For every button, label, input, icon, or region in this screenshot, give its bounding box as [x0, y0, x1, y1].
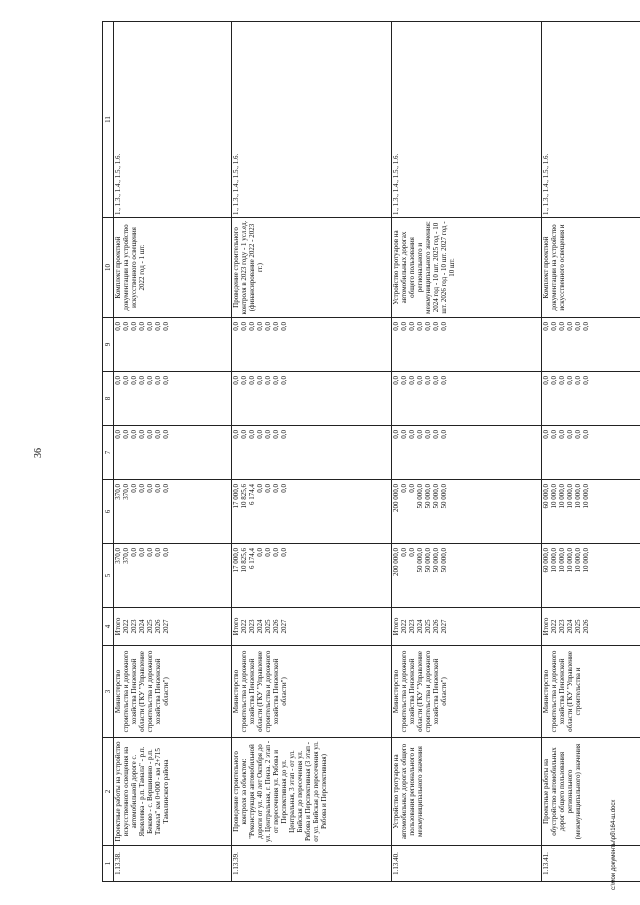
executor: Министерство строительства и дорожного хозяйства Пензенской области (ГКУ "Управление строительства и дорожного хозяйства Пензенской области") [114, 646, 232, 738]
regional-budget-value: 370,0 [122, 484, 130, 500]
other-sources-value: 0,0 [256, 322, 264, 331]
regional-budget-value: 60 000,0 [542, 484, 550, 509]
regional-budget-value: 50 000,0 [440, 484, 448, 509]
indicator-refs: 1., 1.3., 1.4., 1.5., 1.6. [542, 22, 640, 218]
regional-budget-value: 0,0 [400, 484, 408, 493]
federal-budget-value: 0,0 [122, 430, 130, 439]
executor: Министерство строительства и дорожного хозяйства Пензенской области (ГКУ "Управление строительства и дорожного хозяйства Пензенской области") [232, 646, 392, 738]
indicator-refs: 1., 1.3., 1.4., 1.5., 1.6. [232, 22, 392, 218]
other-sources-value: 0,0 [582, 322, 590, 331]
local-budget-value: 0,0 [566, 376, 574, 385]
federal-budget-value: 0,0 [440, 430, 448, 439]
year-list-value: 2022 [122, 619, 130, 634]
other-sources-value: 0,0 [138, 322, 146, 331]
local-budget [542, 372, 640, 426]
total-funding [114, 544, 232, 608]
header-cell: 1 [103, 846, 114, 882]
federal-budget-value: 0,0 [392, 430, 400, 439]
local-budget-value: 0,0 [272, 376, 280, 385]
local-budget-value: 0,0 [542, 376, 550, 385]
federal-budget-value: 0,0 [138, 430, 146, 439]
year-list-value: 2024 [256, 619, 264, 634]
total-funding-value: 200 000,0 [392, 548, 400, 576]
total-funding-value: 50 000,0 [440, 548, 448, 573]
header-cell: 6 [103, 480, 114, 544]
other-sources-value: 0,0 [146, 322, 154, 331]
other-sources-value: 0,0 [122, 322, 130, 331]
total-funding-value: 0,0 [146, 548, 154, 557]
other-sources-value: 0,0 [424, 322, 432, 331]
regional-budget-value: 0,0 [256, 484, 264, 493]
federal-budget-value: 0,0 [582, 430, 590, 439]
year-list-value: 2027 [440, 619, 448, 634]
header-cell: 10 [103, 218, 114, 318]
other-sources-value: 0,0 [550, 322, 558, 331]
local-budget-value: 0,0 [240, 376, 248, 385]
other-sources-value: 0,0 [440, 322, 448, 331]
total-funding-value: 0,0 [154, 548, 162, 557]
column-number-row [103, 22, 114, 882]
year-list [232, 608, 392, 646]
header-cell: 2 [103, 738, 114, 846]
other-sources-value: 0,0 [574, 322, 582, 331]
total-funding-value: 0,0 [264, 548, 272, 557]
regional-budget-value: 0,0 [130, 484, 138, 493]
program-table [102, 21, 640, 882]
regional-budget-value: 10 000,0 [558, 484, 566, 509]
local-budget-value: 0,0 [440, 376, 448, 385]
regional-budget-value: 50 000,0 [416, 484, 424, 509]
federal-budget-value: 0,0 [162, 430, 170, 439]
regional-budget-value: 0,0 [162, 484, 170, 493]
regional-budget-value: 0,0 [154, 484, 162, 493]
other-sources-value: 0,0 [162, 322, 170, 331]
total-funding-value: 50 000,0 [416, 548, 424, 573]
total-funding-value: 0,0 [130, 548, 138, 557]
total-funding-value: 10 825,6 [240, 548, 248, 573]
total-funding [542, 544, 640, 608]
year-list-value: 2026 [432, 619, 440, 634]
federal-budget [232, 426, 392, 480]
local-budget-value: 0,0 [280, 376, 288, 385]
activity-name: Проведение строительного контроля за объектом: "Реконструкция автомобильной дороги от ул. 40 лет Октября до ул. Центральная, г. Пенза. 2 этап - от пересечения ул. Рябова и Перспективная до ул. Центральная, 3 этап - от ул. Бийская до пересечения ул. Рябова и Перспективная (3 этап - от ул. Бийская до пересечения ул. Рябова и Перспективная) [232, 738, 392, 846]
other-sources-value: 0,0 [272, 322, 280, 331]
local-budget-value: 0,0 [162, 376, 170, 385]
year-list-value: 2024 [416, 619, 424, 634]
executor: Министерство строительства и дорожного хозяйства Пензенской области (ГКУ "Управление строительства и дорожного хозяйства Пензенской области") [392, 646, 542, 738]
year-list-value: 2024 [566, 619, 574, 634]
regional-budget-value: 10 000,0 [566, 484, 574, 509]
federal-budget-value: 0,0 [542, 430, 550, 439]
federal-budget-value: 0,0 [154, 430, 162, 439]
local-budget-value: 0,0 [558, 376, 566, 385]
header-cell: 7 [103, 426, 114, 480]
other-sources [392, 318, 542, 372]
other-sources-value: 0,0 [392, 322, 400, 331]
other-sources [232, 318, 392, 372]
regional-budget-value: 0,0 [408, 484, 416, 493]
rotated-table-container [102, 22, 607, 882]
regional-budget-value: 50 000,0 [432, 484, 440, 509]
other-sources-value: 0,0 [114, 322, 122, 331]
federal-budget [392, 426, 542, 480]
local-budget-value: 0,0 [582, 376, 590, 385]
regional-budget-value: 0,0 [264, 484, 272, 493]
total-funding-value: 370,0 [122, 548, 130, 564]
local-budget-value: 0,0 [114, 376, 122, 385]
regional-budget-value: 6 174,4 [248, 484, 256, 505]
other-sources-value: 0,0 [240, 322, 248, 331]
regional-budget-value: 10 825,6 [240, 484, 248, 509]
federal-budget-value: 0,0 [272, 430, 280, 439]
footer-file-path: c:\мои документы\рб\164-ш.docx [611, 799, 617, 890]
federal-budget-value: 0,0 [114, 430, 122, 439]
year-list-value: 2022 [400, 619, 408, 634]
federal-budget-value: 0,0 [280, 430, 288, 439]
year-list-value: 2027 [162, 619, 170, 634]
local-budget-value: 0,0 [424, 376, 432, 385]
other-sources-value: 0,0 [558, 322, 566, 331]
row-number: 1.13.38. [114, 846, 232, 882]
federal-budget-value: 0,0 [232, 430, 240, 439]
year-list [114, 608, 232, 646]
expected-result: Комплект проектной документации на устройство искусственного освещения и [542, 218, 640, 318]
other-sources-value: 0,0 [416, 322, 424, 331]
regional-budget [392, 480, 542, 544]
federal-budget-value: 0,0 [566, 430, 574, 439]
total-funding-value: 6 174,4 [248, 548, 256, 569]
year-list-value: 2023 [558, 619, 566, 634]
local-budget-value: 0,0 [550, 376, 558, 385]
total-funding-value: 0,0 [408, 548, 416, 557]
year-list-value: 2026 [272, 619, 280, 634]
regional-budget-value: 0,0 [138, 484, 146, 493]
year-list-value: 2024 [138, 619, 146, 634]
local-budget-value: 0,0 [256, 376, 264, 385]
year-list-value: 2022 [240, 619, 248, 634]
federal-budget-value: 0,0 [550, 430, 558, 439]
local-budget [392, 372, 542, 426]
total-funding-value: 0,0 [272, 548, 280, 557]
local-budget [114, 372, 232, 426]
local-budget-value: 0,0 [432, 376, 440, 385]
activity-name: Устройство тротуаров на автомобильных дорогах общего пользования регионального и межмуниципального значения [392, 738, 542, 846]
header-cell: 5 [103, 544, 114, 608]
activity-name: Проектные работы на устройство искусственного освещения на автомобильной дороге с. Яковлевка - р.п. Тамала" - р.п. Беково - с. Вершинино - р.п. Тамала" км 0+000 - км 2+715 Тамалинского района [114, 738, 232, 846]
other-sources-value: 0,0 [248, 322, 256, 331]
local-budget-value: 0,0 [130, 376, 138, 385]
total-funding [392, 544, 542, 608]
expected-result: Проведение строительного контроля в 2023 году - 1 усл.ед. (финансирование 2022 - 2023 гг.) [232, 218, 392, 318]
local-budget-value: 0,0 [154, 376, 162, 385]
federal-budget-value: 0,0 [416, 430, 424, 439]
federal-budget [542, 426, 640, 480]
year-list [542, 608, 640, 646]
regional-budget-value: 370,0 [114, 484, 122, 500]
row-number: 1.13.41. [542, 846, 640, 882]
total-funding-value: 10 000,0 [566, 548, 574, 573]
total-funding-value: 0,0 [138, 548, 146, 557]
year-list-value: 2025 [146, 619, 154, 634]
total-funding-value: 0,0 [280, 548, 288, 557]
federal-budget-value: 0,0 [432, 430, 440, 439]
year-list-value: 2026 [154, 619, 162, 634]
federal-budget-value: 0,0 [424, 430, 432, 439]
indicator-refs: 1., 1.3., 1.4., 1.5., 1.6. [114, 22, 232, 218]
activity-name: Проектные работы на обустройство автомобильных дорог общего пользования регионального (межмуниципального) значения [542, 738, 640, 846]
year-list-value: 2025 [424, 619, 432, 634]
total-funding-value: 0,0 [256, 548, 264, 557]
local-budget-value: 0,0 [146, 376, 154, 385]
regional-budget-value: 0,0 [280, 484, 288, 493]
other-sources-value: 0,0 [130, 322, 138, 331]
regional-budget-value: 10 000,0 [550, 484, 558, 509]
year-list-value: Итого [232, 617, 240, 636]
total-funding-value: 50 000,0 [432, 548, 440, 573]
local-budget-value: 0,0 [248, 376, 256, 385]
page-number: 36 [33, 448, 44, 458]
federal-budget-value: 0,0 [574, 430, 582, 439]
federal-budget [114, 426, 232, 480]
total-funding-value: 370,0 [114, 548, 122, 564]
regional-budget-value: 10 000,0 [574, 484, 582, 509]
other-sources-value: 0,0 [400, 322, 408, 331]
year-list [392, 608, 542, 646]
regional-budget-value: 200 000,0 [392, 484, 400, 512]
local-budget-value: 0,0 [122, 376, 130, 385]
header-cell: 4 [103, 608, 114, 646]
header-cell: 9 [103, 318, 114, 372]
year-list-value: Итого [542, 617, 550, 636]
other-sources-value: 0,0 [408, 322, 416, 331]
total-funding-value: 10 000,0 [558, 548, 566, 573]
federal-budget-value: 0,0 [248, 430, 256, 439]
year-list-value: Итого [114, 617, 122, 636]
row-number: 1.13.40. [392, 846, 542, 882]
other-sources-value: 0,0 [542, 322, 550, 331]
other-sources [542, 318, 640, 372]
federal-budget-value: 0,0 [146, 430, 154, 439]
regional-budget-value: 50 000,0 [424, 484, 432, 509]
header-cell: 11 [103, 22, 114, 218]
federal-budget-value: 0,0 [130, 430, 138, 439]
federal-budget-value: 0,0 [256, 430, 264, 439]
local-budget [232, 372, 392, 426]
regional-budget-value: 0,0 [146, 484, 154, 493]
table-row [232, 22, 392, 882]
executor: Министерство строительства и дорожного хозяйства Пензенской области (ГКУ "Управление строительства и [542, 646, 640, 738]
expected-result: Устройство тротуаров на автомобильных дорогах общего пользования регионального и межмуниципального значения: 2024 год - 10 шт. 2025 год - 10 шт. 2026 год - 10 шт. 2027 год - 10 шт. [392, 218, 542, 318]
year-list-value: 2025 [574, 619, 582, 634]
table-row [542, 22, 640, 882]
local-budget-value: 0,0 [408, 376, 416, 385]
federal-budget-value: 0,0 [264, 430, 272, 439]
regional-budget-value: 17 000,0 [232, 484, 240, 509]
local-budget-value: 0,0 [400, 376, 408, 385]
year-list-value: 2023 [130, 619, 138, 634]
regional-budget [114, 480, 232, 544]
total-funding-value: 17 000,0 [232, 548, 240, 573]
table-row [392, 22, 542, 882]
local-budget-value: 0,0 [138, 376, 146, 385]
year-list-value: 2023 [248, 619, 256, 634]
year-list-value: Итого [392, 617, 400, 636]
regional-budget-value: 10 000,0 [582, 484, 590, 509]
total-funding-value: 10 000,0 [550, 548, 558, 573]
total-funding-value: 60 000,0 [542, 548, 550, 573]
year-list-value: 2025 [264, 619, 272, 634]
year-list-value: 2022 [550, 619, 558, 634]
other-sources [114, 318, 232, 372]
table-row [114, 22, 232, 882]
year-list-value: 2023 [408, 619, 416, 634]
regional-budget-value: 0,0 [272, 484, 280, 493]
total-funding-value: 0,0 [400, 548, 408, 557]
federal-budget-value: 0,0 [240, 430, 248, 439]
local-budget-value: 0,0 [416, 376, 424, 385]
local-budget-value: 0,0 [264, 376, 272, 385]
other-sources-value: 0,0 [154, 322, 162, 331]
total-funding-value: 10 000,0 [582, 548, 590, 573]
total-funding-value: 50 000,0 [424, 548, 432, 573]
other-sources-value: 0,0 [232, 322, 240, 331]
local-budget-value: 0,0 [392, 376, 400, 385]
year-list-value: 2027 [280, 619, 288, 634]
other-sources-value: 0,0 [264, 322, 272, 331]
federal-budget-value: 0,0 [400, 430, 408, 439]
other-sources-value: 0,0 [280, 322, 288, 331]
total-funding-value: 10 000,0 [574, 548, 582, 573]
row-number: 1.13.39. [232, 846, 392, 882]
year-list-value: 2026 [582, 619, 590, 634]
federal-budget-value: 0,0 [408, 430, 416, 439]
header-cell: 3 [103, 646, 114, 738]
total-funding-value: 0,0 [162, 548, 170, 557]
expected-result: Комплект проектной документации на устройство искусственного освещения 2022 год - 1 шт. [114, 218, 232, 318]
regional-budget [232, 480, 392, 544]
header-cell: 8 [103, 372, 114, 426]
regional-budget [542, 480, 640, 544]
local-budget-value: 0,0 [232, 376, 240, 385]
local-budget-value: 0,0 [574, 376, 582, 385]
federal-budget-value: 0,0 [558, 430, 566, 439]
total-funding [232, 544, 392, 608]
other-sources-value: 0,0 [432, 322, 440, 331]
other-sources-value: 0,0 [566, 322, 574, 331]
indicator-refs: 1., 1.3., 1.4., 1.5., 1.6. [392, 22, 542, 218]
